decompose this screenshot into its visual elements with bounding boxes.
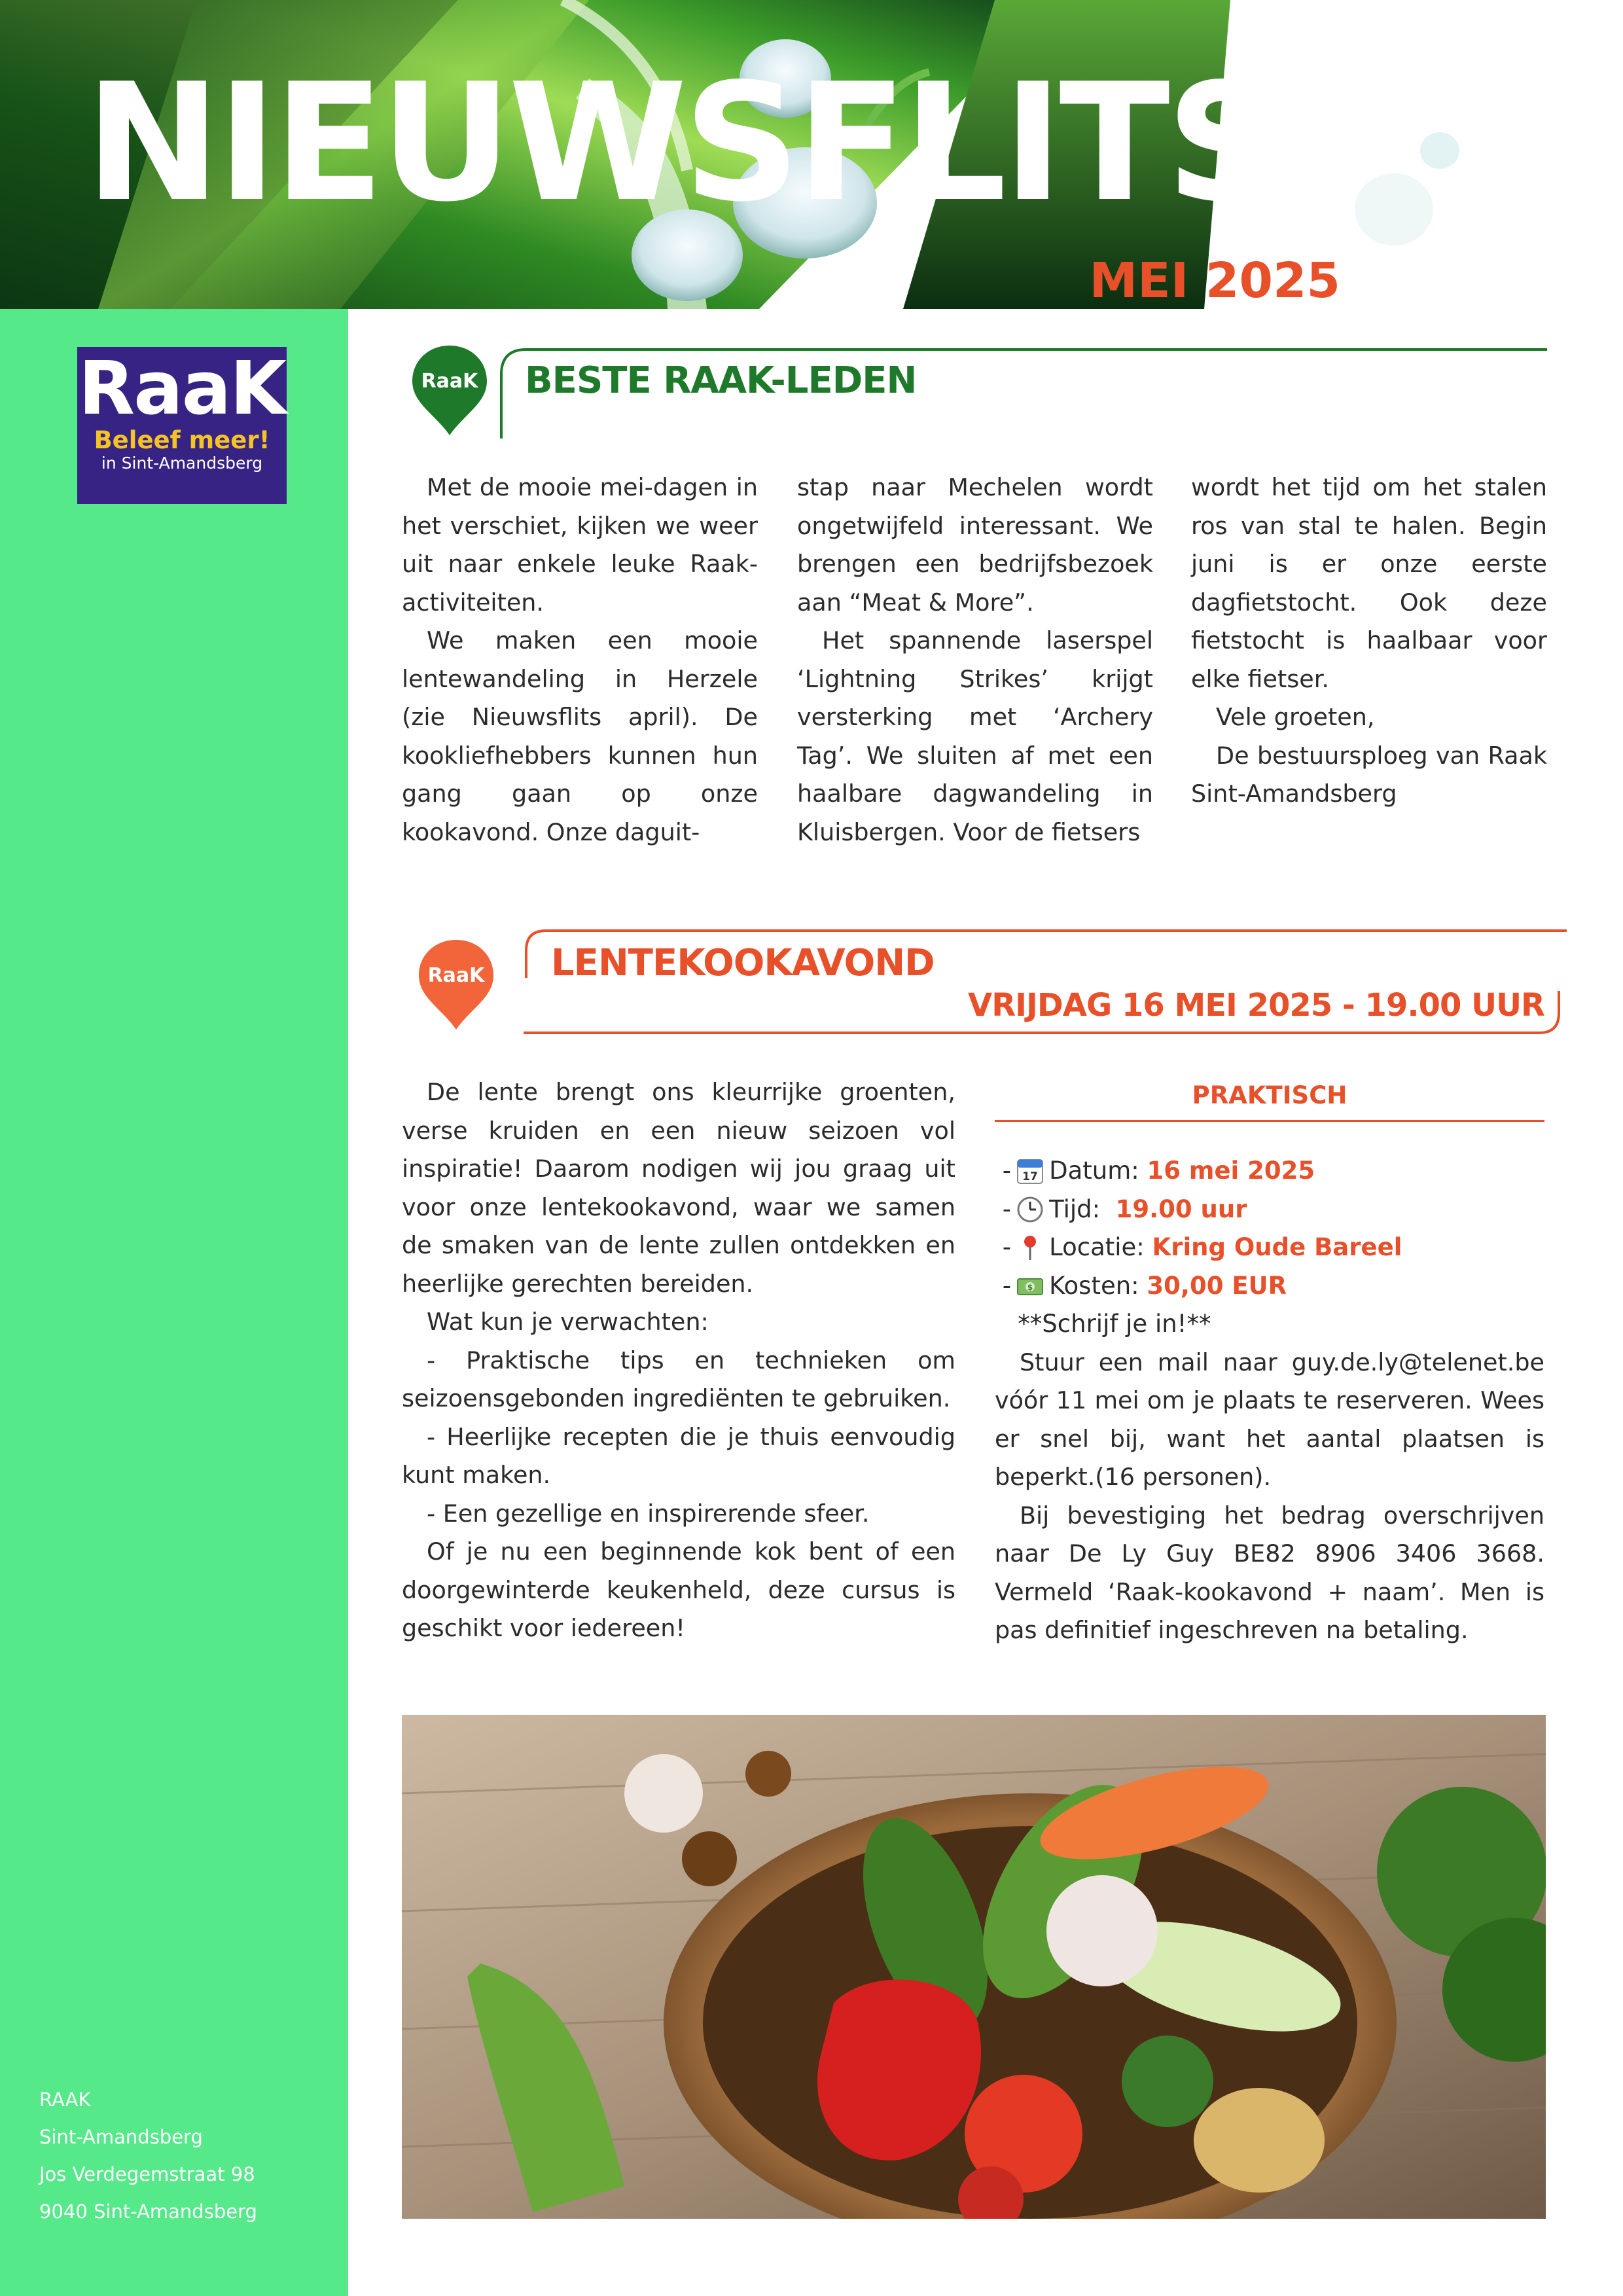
event-date-subtitle: VRIJDAG 16 MEI 2025 - 19.00 UUR — [968, 987, 1544, 1024]
signature: De bestuursploeg van Raak Sint-Amandsberg — [1191, 741, 1547, 808]
paragraph: Bij bevestiging het bedrag overschrijven naar De Ly Guy BE82 8906 3406 3668. Vermeld ‘Raak-kookavond + naam’. Men is pas definitief ingeschreven na betaling. — [995, 1501, 1544, 1644]
section-title-lentekookavond: LENTEKOOKAVOND — [551, 942, 935, 984]
practical-info — [995, 1152, 1544, 1650]
calendar-icon — [1015, 1156, 1045, 1186]
practical-row-locatie: - Locatie: Kring Oude Bareel — [995, 1229, 1544, 1267]
practical-row-kosten: - $ Kosten: 30,00 EUR — [995, 1267, 1544, 1306]
intro-column-3 — [1191, 469, 1547, 814]
practical-paragraphs — [995, 1344, 1544, 1650]
address-line: Sint-Amandsberg — [39, 2126, 203, 2148]
address-line: 9040 Sint-Amandsberg — [39, 2200, 257, 2223]
signup-line — [995, 1305, 1544, 1344]
logo-word: RaaK — [78, 346, 286, 431]
practical-row-datum: - 17 Datum: 16 mei 2025 — [995, 1152, 1544, 1191]
svg-text:$: $ — [1027, 1282, 1033, 1292]
issue-date: MEI 2025 — [1089, 253, 1340, 309]
paragraph: Met de mooie mei-dagen in het verschiet, kijken we weer uit naar enkele leuke Raak-activiteiten. — [402, 473, 758, 617]
pushpin-icon — [1015, 1232, 1045, 1263]
section-title-beste-raak-leden: BESTE RAAK-LEDEN — [525, 359, 917, 402]
vegetable-basket-photo — [402, 1715, 1546, 2219]
paragraph: Het spannende laserspel ‘Lightning Strikes’ krijgt versterking met ‘Archery Tag’. We sluiten af met een haalbare dagwandeling in Kluisbergen. Voor de fietsers — [797, 626, 1153, 846]
practical-label: Locatie: — [1049, 1233, 1145, 1261]
raak-pin-icon — [407, 340, 492, 439]
logo-tagline: Beleef meer! — [94, 426, 270, 454]
paragraph: Wat kun je verwachten: — [427, 1308, 709, 1336]
practical-value-cost: 30,00 EUR — [1147, 1271, 1287, 1300]
pin-label: RaaK — [427, 964, 485, 987]
practical-value-location: Kring Oude Bareel — [1152, 1233, 1402, 1261]
signup-text: **Schrijf je in!** — [1018, 1310, 1211, 1338]
paragraph: stap naar Mechelen wordt ongetwijfeld interessant. We brengen een bedrijfsbezoek aan “Meat & More”. — [797, 473, 1153, 617]
practical-value-date: 16 mei 2025 — [1147, 1157, 1315, 1185]
intro-column-2 — [797, 469, 1153, 852]
list-item: - Heerlijke recepten die je thuis eenvoudig kunt maken. — [402, 1422, 955, 1489]
clock-icon — [1015, 1194, 1045, 1225]
practical-heading: PRAKTISCH — [995, 1081, 1544, 1122]
paragraph: Stuur een mail naar guy.de.ly@telenet.be vóór 11 mei om je plaats te reserveren. Wees er snel bij, want het aantal plaatsen is beperkt.(16 personen). — [995, 1348, 1544, 1491]
logo-place: in Sint-Amandsberg — [101, 453, 263, 473]
raak-logo — [77, 347, 287, 504]
event-description-column — [402, 1073, 955, 1648]
address-block — [39, 2081, 257, 2231]
address-line: RAAK — [39, 2089, 91, 2111]
newsletter-title: NIEUWSFLITS — [85, 49, 1279, 238]
paragraph: We maken een mooie lentewandeling in Herzele (zie Nieuwsflits april). De kookliefhebbers kunnen hun gang gaan op onze kookavond. Onze daguit- — [402, 626, 758, 846]
raak-pin-icon — [414, 935, 499, 1033]
svg-text:17: 17 — [1022, 1170, 1038, 1184]
paragraph: De lente brengt ons kleurrijke groenten, verse kruiden en een nieuw seizoen vol inspiratie! Daarom nodigen wij jou graag uit voor onze lentekookavond, waar we samen de smaken van de lente zullen ontdekken en heerlijke gerechten bereiden. — [402, 1078, 955, 1298]
paragraph: wordt het tijd om het stalen ros van stal te halen. Begin juni is er onze eerste dagfietstocht. Ook deze fietstocht is haalbaar voor elke fietser. — [1191, 473, 1547, 693]
paragraph: Of je nu een beginnende kok bent of een doorgewinterde keukenheld, deze cursus is geschikt voor iedereen! — [402, 1537, 955, 1642]
address-line: Jos Verdegemstraat 98 — [39, 2163, 255, 2185]
list-item: - Een gezellige en inspirerende sfeer. — [427, 1499, 870, 1528]
practical-label: Kosten: — [1049, 1271, 1139, 1300]
practical-label: Tijd: — [1049, 1194, 1101, 1223]
sidebar — [0, 309, 348, 2296]
money-icon — [1015, 1271, 1045, 1301]
practical-label: Datum: — [1049, 1157, 1139, 1185]
greeting: Vele groeten, — [1216, 703, 1375, 731]
header-banner — [0, 0, 1623, 309]
practical-row-tijd: - Tijd: 19.00 uur — [995, 1191, 1544, 1229]
list-item: - Praktische tips en technieken om seizoensgebonden ingrediënten te gebruiken. — [402, 1346, 955, 1412]
pin-label: RaaK — [421, 370, 478, 393]
practical-value-time: 19.00 uur — [1115, 1194, 1247, 1223]
intro-column-1 — [402, 469, 758, 852]
